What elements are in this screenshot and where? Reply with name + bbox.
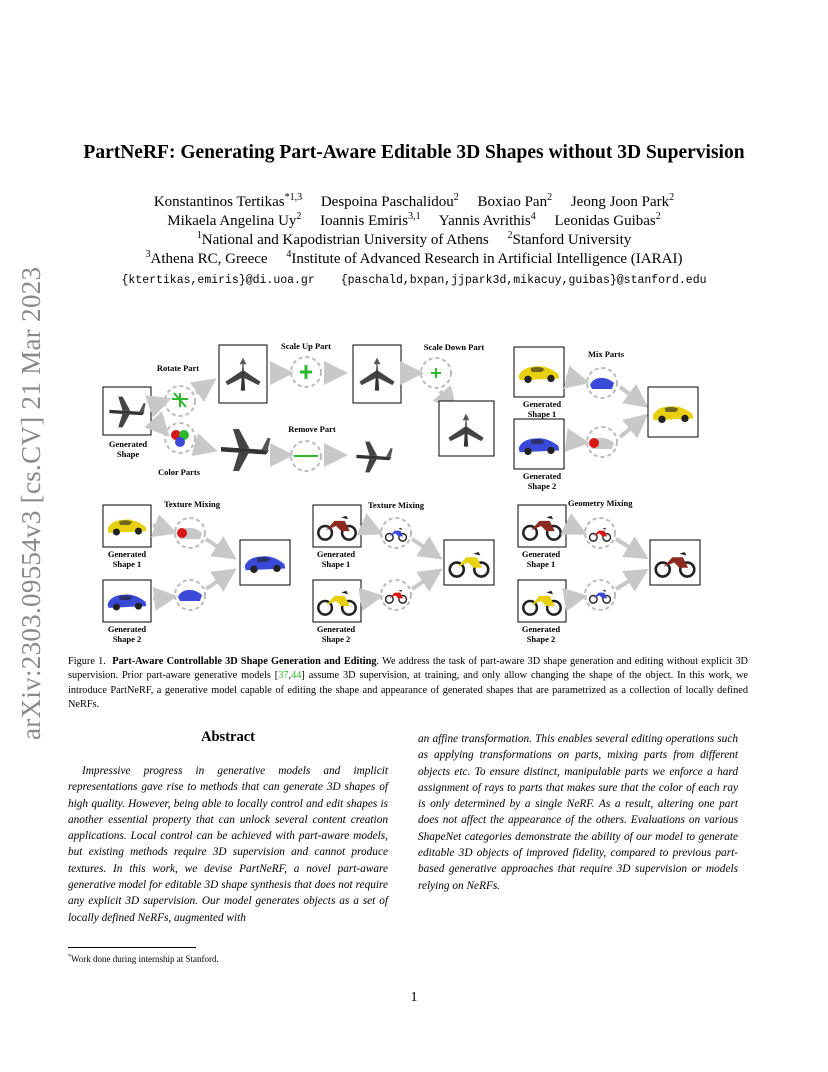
texture-mixing-label: Texture Mixing bbox=[164, 499, 220, 509]
author: Boxiao Pan$^2$ bbox=[477, 192, 553, 210]
shape2-label: Shape 2 bbox=[321, 634, 351, 644]
affiliation: $^2$Stanford University bbox=[507, 230, 632, 248]
colored-airplane-image bbox=[221, 429, 271, 471]
emails bbox=[60, 274, 768, 287]
email-stanford: {paschald,bxpan,jjpark3d,mikacuy,guibas}@stanford.edu bbox=[340, 274, 707, 287]
arrow bbox=[412, 539, 436, 555]
texture-mixing-label: Texture Mixing bbox=[368, 500, 424, 510]
arrow bbox=[412, 573, 436, 589]
abstract-left-column: Impressive progress in generative models and implicit representations gave rise to methods that can generate 3D shapes of high quality. However, being able to locally control and edit shapes is another essential property that can unlock several content creation applications. Local control can be achieved with part-aware models, but existing methods require 3D supervision and cannot produce textures. In this work, we devise PartNeRF, a novel part-aware generative model for editable 3D shape synthesis that does not require any explicit 3D supervision. Our model generates objects as a set of locally defined NeRFs, augmented with bbox=[68, 765, 388, 924]
shape1-label: Shape 1 bbox=[526, 559, 556, 569]
footnote: *Work done during internship at Stanford. bbox=[68, 954, 219, 964]
arrow bbox=[206, 539, 230, 555]
arrow bbox=[568, 597, 580, 599]
blue-part-dot bbox=[175, 437, 185, 447]
arrow bbox=[620, 387, 642, 403]
red-part-icon bbox=[590, 528, 611, 541]
footnote-rule bbox=[68, 947, 196, 948]
author: Despoina Paschalidou$^2$ bbox=[320, 192, 459, 210]
arrow bbox=[153, 597, 170, 599]
arrow bbox=[566, 440, 582, 442]
arrow bbox=[196, 445, 210, 449]
remove-part-label: Remove Part bbox=[288, 424, 336, 434]
scale-down-label: Scale Down Part bbox=[423, 342, 485, 352]
arrow bbox=[568, 525, 580, 531]
generated-label: Generated bbox=[521, 549, 561, 559]
citation-link[interactable]: 37 bbox=[278, 670, 289, 682]
citation-link[interactable]: 44 bbox=[291, 670, 302, 682]
arrow bbox=[620, 419, 642, 437]
rotated-part-icon bbox=[172, 393, 188, 407]
shape2-label: Shape 2 bbox=[112, 634, 142, 644]
rotate-part-label: Rotate Part bbox=[156, 363, 200, 373]
affiliation: $^3$Athena RC, Greece bbox=[145, 249, 268, 267]
geometry-mixing-label: Geometry Mixing bbox=[568, 498, 633, 508]
author: Konstantinos Tertikas$^{*1,3}$ bbox=[153, 192, 303, 210]
shape2-label: Shape 2 bbox=[526, 634, 556, 644]
generated-label: Generated bbox=[107, 549, 147, 559]
author: Jeong Joon Park$^2$ bbox=[570, 192, 675, 210]
blue-part-icon bbox=[590, 590, 611, 603]
page-number: 1 bbox=[410, 990, 418, 1005]
shape1-label: Shape 1 bbox=[112, 559, 142, 569]
shape1-label: Shape 1 bbox=[321, 559, 351, 569]
red-part-dot bbox=[589, 438, 599, 448]
author: Ioannis Emiris$^{3,1}$ bbox=[320, 211, 421, 229]
blue-part-icon bbox=[178, 590, 202, 601]
arrow bbox=[363, 597, 376, 599]
arrow bbox=[153, 419, 164, 431]
scaled-part-icon bbox=[300, 365, 312, 379]
affiliation: $^4$Institute of Advanced Research in Artificial Intelligence (IARAI) bbox=[286, 249, 683, 267]
arrow bbox=[153, 525, 170, 531]
shape2-label: Shape 2 bbox=[527, 481, 557, 491]
blue-part-icon bbox=[590, 378, 614, 389]
arrow bbox=[566, 377, 582, 381]
figure-caption: Figure 1. Part-Aware Controllable 3D Shape Generation and Editing. We address the task of part-aware 3D shape generation and editing without explicit 3D supervision. Prior part-aware generative models [37,44] assume 3D supervision, at training, and only allow changing the shape of the object. In this work, we introduce PartNeRF, a generative model capable of editing the shape and appearance of generated shapes that are parametrized as a collection of locally defined NeRFs. bbox=[68, 656, 748, 710]
arrow bbox=[153, 401, 164, 405]
generated-label: Generated bbox=[108, 439, 148, 449]
arrow bbox=[616, 573, 642, 589]
author: Leonidas Guibas$^2$ bbox=[554, 211, 661, 229]
arrow bbox=[196, 383, 210, 393]
red-part-icon bbox=[386, 590, 407, 603]
teaser-figure bbox=[90, 335, 740, 645]
generated-label: Generated bbox=[522, 399, 562, 409]
scale-up-label: Scale Up Part bbox=[280, 341, 332, 351]
airplane-removed-part-image bbox=[356, 442, 392, 473]
affiliation-line-2 bbox=[60, 245, 768, 269]
author: Yannis Avrithis$^4$ bbox=[438, 211, 536, 229]
author: Mikaela Angelina Uy$^2$ bbox=[167, 211, 302, 229]
arxiv-stamp: arXiv:2303.09554v3 [cs.CV] 21 Mar 2023 bbox=[16, 266, 46, 740]
shape1-label: Shape 1 bbox=[527, 409, 557, 419]
arrow bbox=[616, 539, 642, 555]
color-parts-label: Color Parts bbox=[157, 467, 201, 477]
blue-part-icon bbox=[386, 528, 407, 541]
shape-label: Shape bbox=[116, 449, 140, 459]
generated-label: Generated bbox=[316, 624, 356, 634]
paper-title: PartNeRF: Generating Part-Aware Editable 3D Shapes without 3D Supervision bbox=[83, 142, 745, 163]
abstract-heading: Abstract bbox=[201, 729, 255, 745]
red-part-dot bbox=[177, 528, 187, 538]
email-uoa: {ktertikas,emiris}@di.uoa.gr bbox=[121, 274, 315, 287]
abstract-right-column: an affine transformation. This enables several editing operations such as applying transformations on parts, mixing parts from different objects etc. To ensure distinct, manipulable parts we enforce a hard assignment of rays to parts that makes sure that the color of each ray is only determined by a single NeRF. As a result, altering one part does not affect the appearance of the others. Evaluations on various ShapeNet categories demonstrate the ability of our model to generate editable 3D objects of improved fidelity, compared to previous part-based generative approaches that require 3D supervision or models relying on NeRFs. bbox=[418, 733, 738, 892]
affiliation: $^1$National and Kapodistrian University of Athens bbox=[196, 230, 489, 248]
scaled-part-icon bbox=[431, 368, 441, 378]
mix-parts-label: Mix Parts bbox=[587, 349, 625, 359]
arrow bbox=[206, 573, 230, 589]
arrow bbox=[363, 525, 376, 531]
generated-label: Generated bbox=[521, 624, 561, 634]
generated-label: Generated bbox=[107, 624, 147, 634]
generated-label: Generated bbox=[522, 471, 562, 481]
generated-label: Generated bbox=[316, 549, 356, 559]
